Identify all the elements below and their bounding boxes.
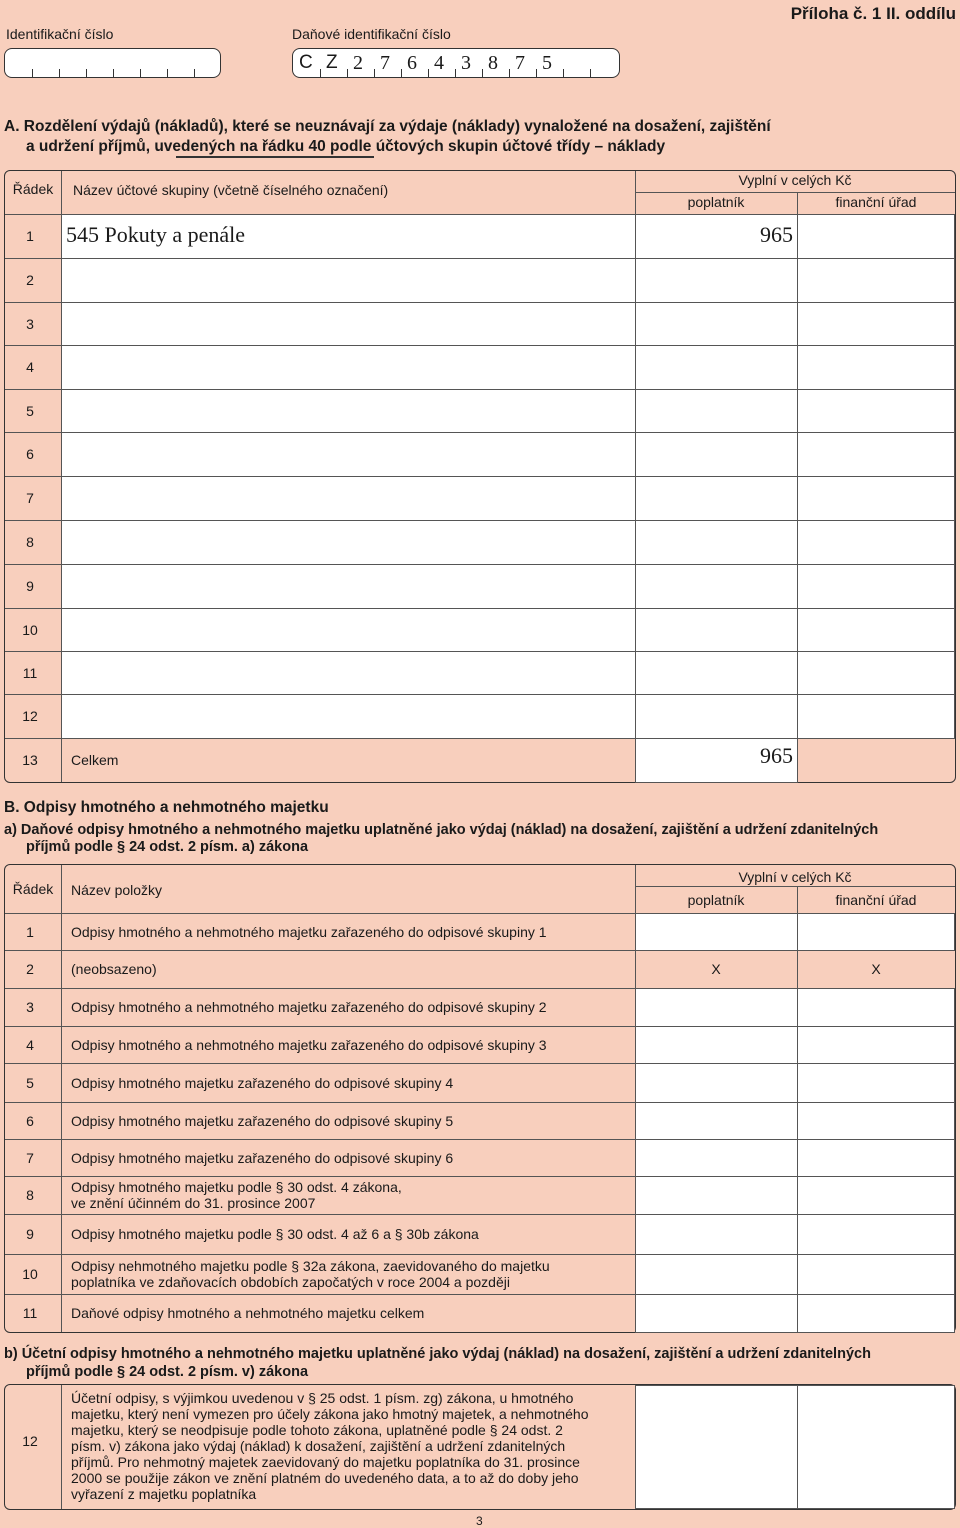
office-amount-input[interactable] bbox=[797, 1063, 955, 1103]
row-divider bbox=[5, 950, 955, 951]
digit-separator bbox=[401, 69, 402, 77]
office-amount-input[interactable] bbox=[797, 1214, 955, 1255]
row12-text-line: majetku, který se neodpisuje podle tohoto zákona, uplatněné podle § 24 odst. 2 bbox=[71, 1422, 563, 1438]
header-divider bbox=[635, 886, 955, 887]
row-number: 7 bbox=[26, 490, 34, 506]
row12-text-line: příjmů. Pro nehmotný majetek zaevidovaný do majetku poplatníka do 31. prosince bbox=[71, 1454, 580, 1470]
row-number: 2 bbox=[26, 961, 34, 977]
row-number: 10 bbox=[22, 1266, 38, 1282]
dic-char: 7 bbox=[380, 52, 390, 74]
payer-crossed: X bbox=[711, 961, 721, 977]
dic-char: 8 bbox=[488, 52, 498, 74]
payer-amount-input[interactable] bbox=[635, 1176, 798, 1215]
digit-separator bbox=[536, 69, 537, 77]
payer-amount-input[interactable] bbox=[635, 1063, 798, 1103]
digit-separator bbox=[113, 69, 114, 77]
row-number: 2 bbox=[26, 272, 34, 288]
section-a-table bbox=[4, 170, 956, 783]
payer-amount-input[interactable] bbox=[635, 476, 798, 521]
row12-text-line: Účetní odpisy, s výjimkou uvedenou v § 25 odst. 1 písm. zg) zákona, u hmotného bbox=[71, 1390, 574, 1406]
office-amount-input[interactable] bbox=[797, 651, 955, 695]
account-group-name-input[interactable] bbox=[61, 608, 636, 652]
row-number: 13 bbox=[22, 752, 38, 768]
item-name: Odpisy hmotného majetku zařazeného do odpisové skupiny 5 bbox=[71, 1112, 454, 1129]
col-header-office: finanční úřad bbox=[835, 194, 917, 210]
payer-amount-input[interactable] bbox=[635, 345, 798, 390]
dic-field[interactable] bbox=[292, 48, 620, 78]
item-name-line2: poplatníka ve zdaňovacích obdobích započatých v roce 2004 a později bbox=[71, 1274, 510, 1290]
total-label: Celkem bbox=[71, 752, 119, 768]
account-group-name-input[interactable] bbox=[61, 302, 636, 346]
section-b-title: B. Odpisy hmotného a nehmotného majetku bbox=[4, 799, 329, 816]
office-amount-input[interactable] bbox=[797, 608, 955, 652]
office-amount-input[interactable] bbox=[797, 694, 955, 739]
total-payer-amount: 965 bbox=[760, 743, 793, 768]
section-b-b-line1: b) Účetní odpisy hmotného a nehmotného majetku uplatněné jako výdaj (náklad) na dosažení, zajištění a udržení zdanitelných bbox=[4, 1346, 871, 1362]
digit-separator bbox=[563, 69, 564, 77]
office-amount-input[interactable] bbox=[797, 345, 955, 390]
office-amount-input[interactable] bbox=[797, 1254, 955, 1295]
item-name: Odpisy hmotného majetku zařazeného do odpisové skupiny 4 bbox=[71, 1074, 454, 1091]
dic-char: 4 bbox=[434, 52, 444, 74]
office-amount-input[interactable] bbox=[797, 1139, 955, 1177]
account-group-name-input[interactable] bbox=[61, 694, 636, 739]
digit-separator bbox=[167, 69, 168, 77]
digit-separator bbox=[428, 69, 429, 77]
payer-amount-input[interactable] bbox=[635, 608, 798, 652]
payer-amount-input[interactable] bbox=[635, 302, 798, 346]
col-header-name: Název účtové skupiny (včetně číselného označení) bbox=[73, 182, 389, 198]
payer-amount-input[interactable] bbox=[635, 913, 798, 951]
row12-text-line: vyřazení z majetku poplatníka bbox=[71, 1486, 257, 1502]
row-number: 5 bbox=[26, 402, 34, 419]
item-name: Odpisy hmotného a nehmotného majetku zařazeného do odpisové skupiny 3 bbox=[71, 1036, 547, 1053]
item-name: Odpisy hmotného a nehmotného majetku zařazeného do odpisové skupiny 1 bbox=[71, 923, 547, 940]
digit-separator bbox=[509, 69, 510, 77]
row-number: 9 bbox=[26, 578, 34, 594]
office-amount-input[interactable] bbox=[797, 476, 955, 521]
item-name: Odpisy hmotného a nehmotného majetku zařazeného do odpisové skupiny 2 bbox=[71, 999, 547, 1015]
section-a-title-line2: a udržení příjmů, uvedených na řádku 40 podle účtových skupin účtové třídy – náklady bbox=[26, 138, 666, 155]
account-group-name-input[interactable] bbox=[61, 520, 636, 565]
payer-amount-input[interactable] bbox=[635, 1026, 798, 1064]
row-number: 8 bbox=[26, 1187, 34, 1203]
column-divider bbox=[61, 865, 62, 1332]
office-amount-input[interactable] bbox=[797, 302, 955, 346]
digit-separator bbox=[194, 69, 195, 77]
office-amount-input[interactable] bbox=[797, 389, 955, 433]
dic-char: 3 bbox=[461, 52, 471, 74]
office-amount-input[interactable] bbox=[797, 432, 955, 477]
header-divider bbox=[635, 192, 955, 193]
digit-separator bbox=[482, 69, 483, 77]
payer-amount-input[interactable] bbox=[635, 651, 798, 695]
row-number: 8 bbox=[26, 534, 34, 550]
payer-amount-input[interactable] bbox=[635, 1139, 798, 1177]
item-name: Odpisy hmotného majetku podle § 30 odst. 4 až 6 a § 30b zákona bbox=[71, 1226, 479, 1242]
office-amount-input[interactable] bbox=[797, 1385, 955, 1509]
office-amount-input[interactable] bbox=[797, 258, 955, 303]
item-name: Daňové odpisy hmotného a nehmotného majetku celkem bbox=[71, 1305, 425, 1321]
row-number: 3 bbox=[26, 315, 34, 332]
payer-amount-input[interactable] bbox=[635, 694, 798, 739]
payer-amount-input[interactable] bbox=[635, 520, 798, 565]
account-group-name-input[interactable] bbox=[61, 432, 636, 477]
col-header-name: Název položky bbox=[71, 882, 163, 898]
row-number: 9 bbox=[26, 1226, 34, 1242]
underline bbox=[176, 156, 374, 158]
payer-amount-input[interactable] bbox=[635, 1294, 798, 1333]
office-amount-input[interactable] bbox=[797, 1102, 955, 1140]
account-group-name-input[interactable] bbox=[61, 564, 636, 609]
payer-amount-input[interactable] bbox=[635, 1102, 798, 1140]
row-number: 11 bbox=[22, 664, 38, 681]
account-group-name-input[interactable] bbox=[61, 389, 636, 433]
payer-amount-input[interactable] bbox=[635, 432, 798, 477]
row-number: 1 bbox=[26, 228, 34, 244]
office-amount-input[interactable] bbox=[797, 1176, 955, 1215]
payer-amount-input[interactable] bbox=[635, 1214, 798, 1255]
office-amount-input[interactable] bbox=[797, 1294, 955, 1333]
digit-separator bbox=[320, 69, 321, 77]
col-header-row: Řádek bbox=[12, 181, 54, 197]
row-number: 11 bbox=[22, 1305, 38, 1321]
payer-amount-input[interactable] bbox=[635, 564, 798, 609]
col-header-office: finanční úřad bbox=[835, 892, 917, 908]
payer-amount-input[interactable] bbox=[635, 1254, 798, 1295]
payer-amount-input[interactable] bbox=[635, 1385, 798, 1509]
annex-title: Příloha č. 1 II. oddílu bbox=[790, 4, 956, 23]
row-number: 12 bbox=[22, 1433, 38, 1449]
ic-label: Identifikační číslo bbox=[6, 26, 114, 42]
row-number: 4 bbox=[26, 359, 34, 375]
account-group-name: 545 Pokuty a penále bbox=[66, 222, 246, 247]
dic-label: Daňové identifikační číslo bbox=[292, 26, 451, 42]
ic-field[interactable] bbox=[4, 48, 221, 78]
office-amount-input[interactable] bbox=[797, 913, 955, 951]
section-b-a-line2: příjmů podle § 24 odst. 2 písm. a) zákona bbox=[26, 839, 309, 855]
office-amount-input[interactable] bbox=[797, 214, 955, 259]
row-number: 6 bbox=[26, 446, 34, 462]
row-number: 1 bbox=[26, 923, 34, 940]
digit-separator bbox=[59, 69, 60, 77]
dic-char: 2 bbox=[353, 52, 363, 74]
column-divider bbox=[61, 1385, 62, 1509]
row-number: 7 bbox=[26, 1149, 34, 1166]
col-header-fill: Vyplní v celých Kč bbox=[738, 172, 852, 188]
row12-table bbox=[4, 1384, 956, 1510]
dic-char: Z bbox=[326, 52, 338, 73]
row-divider bbox=[5, 738, 955, 739]
col-header-fill: Vyplní v celých Kč bbox=[738, 869, 852, 885]
digit-separator bbox=[140, 69, 141, 77]
account-group-name-input[interactable] bbox=[61, 651, 636, 695]
row-number: 10 bbox=[22, 621, 38, 638]
office-crossed: X bbox=[871, 961, 881, 977]
payer-amount-input[interactable] bbox=[635, 389, 798, 433]
section-b-b-line2: příjmů podle § 24 odst. 2 písm. v) zákona bbox=[26, 1364, 309, 1380]
payer-amount-input[interactable] bbox=[635, 258, 798, 303]
col-header-payer: poplatník bbox=[687, 892, 745, 908]
office-amount-input[interactable] bbox=[797, 520, 955, 565]
digit-separator bbox=[590, 69, 591, 77]
col-header-payer: poplatník bbox=[687, 194, 745, 210]
dic-char: 7 bbox=[515, 52, 525, 74]
item-name-line2: ve znění účinném do 31. prosince 2007 bbox=[71, 1195, 316, 1211]
row-number: 12 bbox=[22, 708, 38, 724]
row-number: 5 bbox=[26, 1074, 34, 1091]
row-number: 4 bbox=[26, 1036, 34, 1053]
row-number: 3 bbox=[26, 999, 34, 1015]
payer-amount-input[interactable] bbox=[635, 988, 798, 1027]
digit-separator bbox=[347, 69, 348, 77]
digit-separator bbox=[32, 69, 33, 77]
row-number: 6 bbox=[26, 1112, 34, 1129]
item-name: (neobsazeno) bbox=[71, 961, 157, 977]
office-amount-input[interactable] bbox=[797, 564, 955, 609]
account-group-name-input[interactable] bbox=[61, 258, 636, 303]
dic-char: 6 bbox=[407, 52, 417, 74]
row12-text-line: majetku, který není vymezen pro účely zákona jako hmotný majetek, a nehmotného bbox=[71, 1406, 589, 1422]
account-group-name-input[interactable] bbox=[61, 476, 636, 521]
digit-separator bbox=[374, 69, 375, 77]
item-name: Odpisy hmotného majetku zařazeného do odpisové skupiny 6 bbox=[71, 1149, 454, 1166]
item-name-line1: Odpisy nehmotného majetku podle § 32a zákona, zaevidovaného do majetku bbox=[71, 1258, 550, 1274]
row12-text-line: písm. v) zákona jako výdaj (náklad) k dosažení, zajištění a udržení zdanitelných bbox=[71, 1438, 566, 1454]
payer-amount: 965 bbox=[760, 222, 793, 247]
col-header-row: Řádek bbox=[12, 881, 54, 897]
digit-separator bbox=[455, 69, 456, 77]
office-amount-input[interactable] bbox=[797, 988, 955, 1027]
row12-text-line: 2000 se použije zákon ve znění platném do uvedeného data, a to až do doby jeho bbox=[71, 1470, 579, 1486]
dic-char: C bbox=[299, 52, 313, 73]
digit-separator bbox=[86, 69, 87, 77]
page-number: 3 bbox=[476, 1514, 483, 1528]
section-a-title-line1: A. Rozdělení výdajů (nákladů), které se neuznávají za výdaje (náklady) vynaložené na dosažení, zajištění bbox=[4, 118, 771, 135]
section-b-a-line1: a) Daňové odpisy hmotného a nehmotného majetku uplatněné jako výdaj (náklad) na dosažení, zajištění a udržení zdanitelných bbox=[4, 822, 879, 838]
office-amount-input[interactable] bbox=[797, 1026, 955, 1064]
dic-char: 5 bbox=[542, 52, 552, 74]
section-b-table bbox=[4, 864, 956, 1333]
account-group-name-input[interactable] bbox=[61, 345, 636, 390]
item-name-line1: Odpisy hmotného majetku podle § 30 odst. 4 zákona, bbox=[71, 1179, 402, 1195]
